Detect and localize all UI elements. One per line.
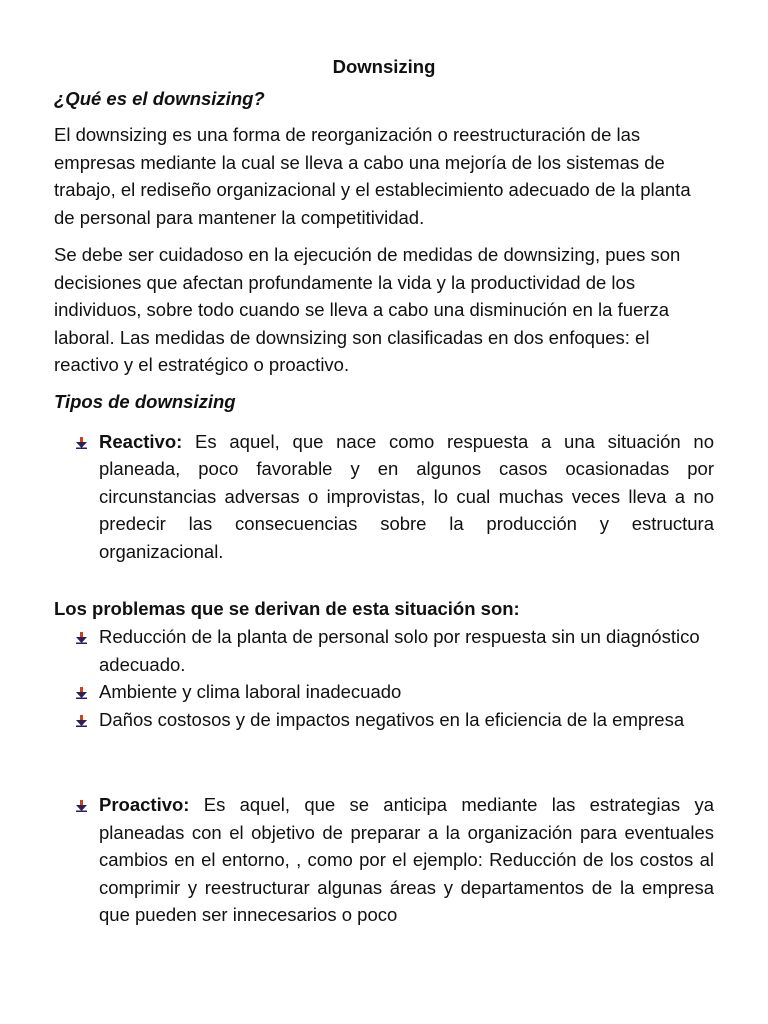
proactivo-label: Proactivo: — [99, 794, 190, 815]
problems-list — [54, 623, 714, 733]
document-title: Downsizing — [332, 56, 436, 77]
list-item-proactivo — [54, 791, 714, 929]
arrow-bullet-icon — [76, 437, 87, 449]
arrow-bullet-icon — [76, 715, 87, 727]
section-heading-types: Tipos de downsizing — [54, 390, 236, 412]
problem-text: Reducción de la planta de personal solo por respuesta sin un diagnóstico adecuado. — [99, 626, 700, 675]
arrow-bullet-icon — [76, 800, 87, 812]
arrow-bullet-icon — [76, 687, 87, 699]
paragraph-caution: Se debe ser cuidadoso en la ejecución de medidas de downsizing, pues son decisiones que afectan profundamente la vida y la productividad de los individuos, sobre todo cuando se lleva a cabo una disminución en la fuerza laboral. Las medidas de downsizing son clasificadas en dos enfoques: el reactivo y el estratégico o proactivo. — [54, 244, 681, 375]
document-page — [54, 52, 714, 929]
proactivo-text: Es aquel, que se anticipa mediante las estrategias ya planeadas con el objetivo de preparar a la organización para eventuales cambios en el entorno, , como por el ejemplo: Reducción de los costos al comprimir y reestructurar algunas áreas y departamentos de la empresa que pueden ser innecesarios o poco — [99, 794, 714, 925]
list-item-problem — [54, 678, 714, 706]
list-item-problem — [54, 623, 714, 678]
list-item-reactivo — [54, 428, 714, 566]
problem-text: Ambiente y clima laboral inadecuado — [99, 681, 402, 702]
section-heading-what-is: ¿Qué es el downsizing? — [54, 88, 265, 109]
arrow-bullet-icon — [76, 632, 87, 644]
problems-heading: Los problemas que se derivan de esta situación son: — [54, 598, 520, 619]
problem-text: Daños costosos y de impactos negativos en la eficiencia de la empresa — [99, 708, 685, 730]
list-item-problem — [54, 706, 714, 734]
reactivo-label: Reactivo: — [99, 430, 183, 452]
reactivo-text: Es aquel, que nace como respuesta a una situación no planeada, poco favorable y en algunos casos ocasionadas por circunstancias adversas o improvistas, lo cual muchas veces lleva a no predecir las consecuencias sobre la producción y estructura organizacional. — [99, 430, 714, 562]
types-list-reactive — [54, 428, 714, 566]
paragraph-definition: El downsizing es una forma de reorganización o reestructuración de las empresas mediante la cual se lleva a cabo una mejoría de los sistemas de trabajo, el rediseño organizacional y el establecimiento adecuado de la planta de personal para mantener la competitividad. — [54, 124, 691, 228]
types-list-proactive — [54, 791, 714, 929]
